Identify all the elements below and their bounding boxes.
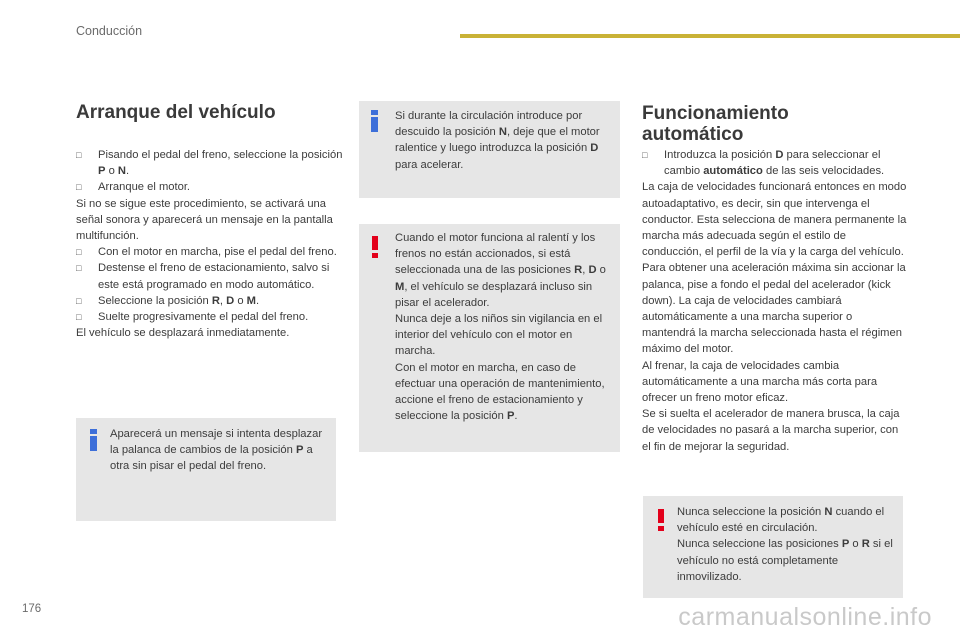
heading-arranque: Arranque del vehículo <box>76 102 276 123</box>
checkbox-bullet-icon: □ <box>76 150 82 160</box>
info-box-left-text: Aparecerá un mensaje si intenta desplazar la palanca de cambios de la posición P a otra sin pisar el pedal del freno. <box>110 428 323 473</box>
warning-paragraph: Con el motor en marcha, en caso de efectuar una operación de mantenimiento, accione el freno de estacionamiento y seleccione la posición P. <box>395 361 605 423</box>
warning-box-right-text <box>677 504 897 585</box>
right-paragraph: Se si suelta el acelerador de manera brusca, la caja de velocidades no pasará a la marcha superior, con el fin de mejorar la seguridad. <box>642 408 900 453</box>
watermark: carmanualsonline.info <box>678 603 932 631</box>
warning-paragraph: Nunca seleccione las posiciones P o R si el vehículo no está completamente inmovilizado. <box>677 538 893 583</box>
info-box-middle <box>359 101 620 198</box>
checkbox-bullet-icon: □ <box>76 247 82 258</box>
checkbox-bullet-icon: □ <box>76 182 82 193</box>
page-number: 176 <box>22 603 42 615</box>
right-paragraph: Para obtener una aceleración máxima sin accionar la palanca, pise a fondo el pedal del acelerador (kick down). La caja de velocidades cambiará automáticamente a una marcha superior o mantendrá la marcha seleccionada hasta el régimen máximo del motor. <box>642 262 906 356</box>
checkbox-bullet-icon: □ <box>642 150 648 160</box>
left-paragraph: El vehículo se desplazará inmediatamente. <box>76 327 290 340</box>
left-bullet-item: □ Arranque el motor. <box>76 179 344 195</box>
checkbox-bullet-icon: □ <box>76 263 82 274</box>
left-bullet-item: □ Con el motor en marcha, pise el pedal del freno. <box>76 244 344 260</box>
left-bullet-item: □ Destense el freno de estacionamiento, salvo si este está programado en modo automático. <box>76 262 330 291</box>
right-paragraph: La caja de velocidades funcionará entonces en modo autoadaptativo, es decir, sin que intervenga el conductor. Esta selecciona de manera permanente la marcha más adecuada según el estilo de conducción, el perfil de la vía y la carga del vehículo. <box>642 181 907 259</box>
checkbox-bullet-icon: □ <box>76 312 82 323</box>
info-box-middle-text: Si durante la circulación introduce por descuido la posición N, deje que el motor ralentice y luego introduzca la posición D para acelerar. <box>395 110 600 171</box>
left-bullet-item: □ Seleccione la posición R, D o M. <box>76 293 344 309</box>
right-bullet-item: □ Introduzca la posición D para seleccionar el cambio automático de las seis velocidades. <box>642 149 885 178</box>
warning-paragraph: Nunca deje a los niños sin vigilancia en el interior del vehículo con el motor en marcha. <box>395 313 603 358</box>
checkbox-bullet-icon: □ <box>76 295 82 306</box>
left-body <box>76 147 344 341</box>
warning-box-middle <box>359 224 620 452</box>
right-paragraph: Al frenar, la caja de velocidades cambia automáticamente a una marcha más corta para ofrecer un freno motor eficaz. <box>642 359 878 405</box>
header-rule <box>460 34 960 38</box>
heading-funcionamiento: Funcionamiento automático <box>642 103 789 145</box>
section-title: Conducción <box>76 24 143 38</box>
warning-box-middle-text <box>395 230 613 424</box>
warning-paragraph: Nunca seleccione la posición N cuando el vehículo esté en circulación. <box>677 506 885 535</box>
warning-paragraph: Cuando el motor funciona al ralentí y los frenos no están accionados, si está seleccionada una de las posiciones R, D o M, el vehículo se desplazará incluso sin pisar el acelerador. <box>395 232 606 309</box>
left-bullet-item: □ Suelte progresivamente el pedal del freno. <box>76 309 344 325</box>
warning-box-right <box>643 496 903 598</box>
right-body <box>642 147 908 455</box>
left-paragraph: Si no se sigue este procedimiento, se activará una señal sonora y aparecerá un mensaje en la pantalla multifunción. <box>76 197 333 243</box>
left-bullet-item: □ Pisando el pedal del freno, seleccione la posición P o N. <box>76 149 343 178</box>
info-box-left <box>76 418 336 521</box>
